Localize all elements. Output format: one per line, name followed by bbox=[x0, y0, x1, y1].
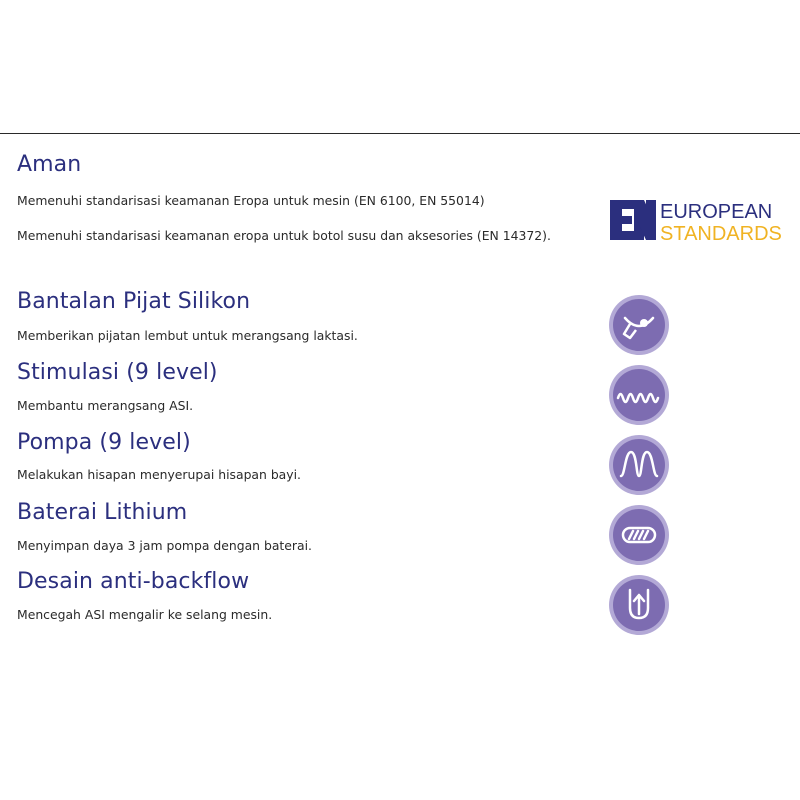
feature-title-anti-backflow: Desain anti-backflow bbox=[17, 569, 250, 594]
aman-heading: Aman bbox=[17, 152, 82, 177]
feature-desc-stimulation: Membantu merangsang ASI. bbox=[17, 398, 194, 413]
feature-desc-silicone-pad: Memberikan pijatan lembut untuk merangsang laktasi. bbox=[17, 328, 358, 343]
silicone-massage-pad-icon bbox=[608, 294, 670, 356]
logo-line-european: EUROPEAN bbox=[660, 201, 773, 223]
stimulation-wave-icon bbox=[608, 364, 670, 426]
feature-title-battery: Baterai Lithium bbox=[17, 500, 188, 525]
pump-wave-icon bbox=[608, 434, 670, 496]
top-divider bbox=[0, 133, 800, 134]
feature-title-pump: Pompa (9 level) bbox=[17, 430, 191, 455]
en-mark-icon bbox=[610, 200, 656, 240]
aman-line-bottle: Memenuhi standarisasi keamanan eropa untuk botol susu dan aksesories (EN 14372). bbox=[17, 228, 551, 243]
logo-line-standards: STANDARDS bbox=[660, 223, 782, 244]
feature-desc-battery: Menyimpan daya 3 jam pompa dengan baterai. bbox=[17, 538, 312, 553]
feature-desc-anti-backflow: Mencegah ASI mengalir ke selang mesin. bbox=[17, 607, 273, 622]
aman-line-machine: Memenuhi standarisasi keamanan Eropa untuk mesin (EN 6100, EN 55014) bbox=[17, 193, 485, 208]
feature-desc-pump: Melakukan hisapan menyerupai hisapan bayi. bbox=[17, 467, 301, 482]
anti-backflow-icon bbox=[608, 574, 670, 636]
european-standards-logo bbox=[608, 196, 793, 244]
battery-icon bbox=[608, 504, 670, 566]
feature-title-silicone-pad: Bantalan Pijat Silikon bbox=[17, 289, 251, 314]
feature-title-stimulation: Stimulasi (9 level) bbox=[17, 360, 218, 385]
